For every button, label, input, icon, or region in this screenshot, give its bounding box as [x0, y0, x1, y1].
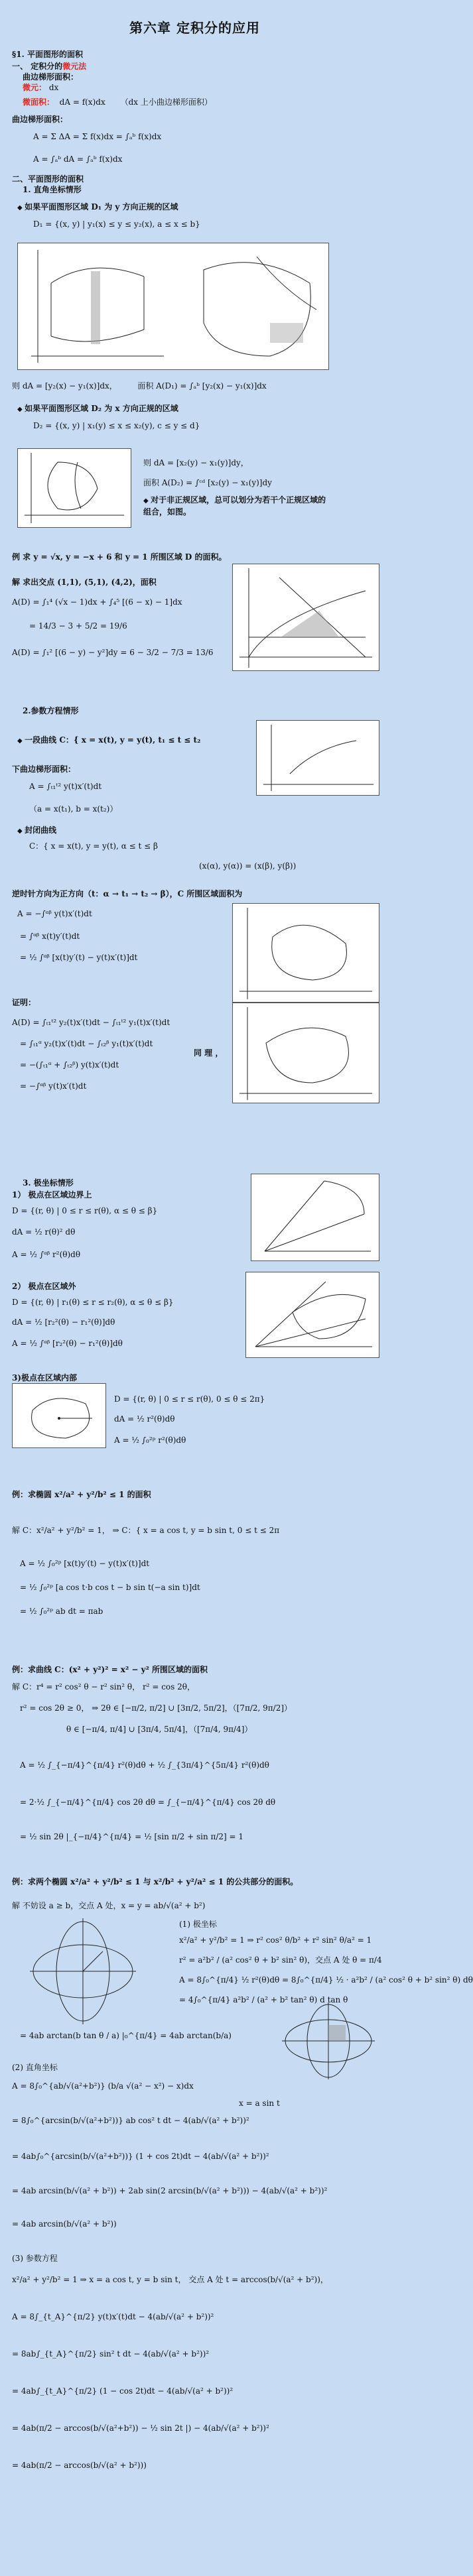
formula: = 4ab arcsin(b/√(a² + b²)) + 2ab sin(2 arcsin(b/√(a² + b²))) − 4(ab/√(a² + b²))² — [12, 2186, 328, 2195]
formula: = 4ab(π/2 − arccos(b/√(a²+b²)) − ½ sin 2t |) − 4(ab/√(a² + b²))² — [12, 2423, 269, 2433]
subsection-heading: 3. 极坐标情形 — [23, 1178, 74, 1188]
formula: = 4ab∫₀^{arcsin(b/√(a²+b²))} (1 + cos 2t)dt − 4(ab/√(a² + b²))² — [12, 2152, 269, 2161]
curve-diagram — [257, 721, 379, 795]
text-line: 同 理 ， — [194, 1048, 224, 1058]
formula: A = −∫ᵅᵝ y(t)x′(t)dt — [17, 909, 92, 918]
formula: dA = ½ [r₂²(θ) − r₁²(θ)]dθ — [12, 1318, 115, 1327]
bullet-item: ◆ 如果平面图形区域 D₁ 为 y 方向正规的区域 — [17, 202, 178, 214]
figure-y-regular-region — [17, 243, 329, 370]
figure-proof-region — [232, 1003, 379, 1103]
text-line: 组合，如图。 — [143, 507, 192, 517]
subsection-heading: 1. 直角坐标情形 — [23, 185, 82, 194]
polar-diagram — [251, 1174, 379, 1260]
formula: = ∫ₜ₁ᵅ y₂(t)x′(t)dt − ∫ₜ₂ᵝ y₁(t)x′(t)dt — [20, 1039, 153, 1048]
formula: D₁ = {(x, y) | y₁(x) ≤ y ≤ y₂(x), a ≤ x ≤ b} — [33, 219, 200, 229]
formula: A = ∫ₜ₁ᵗ² y(t)x′(t)dt — [29, 782, 102, 791]
formula: x²/a² + y²/b² = 1 ⇒ r² cos² θ/b² + r² sin² θ/a² = 1 — [179, 1935, 372, 1945]
region-diagram — [18, 449, 131, 527]
text-line: 一、 定积分的微元法 — [12, 62, 87, 71]
section-heading: 二、平面图形的面积 — [12, 174, 84, 184]
text-line: 微元： dx — [23, 83, 59, 92]
bullet-item: ◆ 如果平面图形区域 D₂ 为 x 方向正规的区域 — [17, 403, 178, 415]
figure-closed-curve — [232, 903, 379, 1003]
formula: dA = ½ r²(θ)dθ — [114, 1414, 175, 1424]
polar-diagram — [13, 1384, 105, 1447]
text-line: 1） 极点在区域边界上 — [12, 1190, 92, 1199]
formula: = ½ ∫₀²ᵖ [a cos t·b cos t − b sin t(−a sin t)]dt — [20, 1583, 200, 1592]
figure-polar-boundary — [251, 1174, 379, 1261]
figure-polar-outside — [245, 1272, 379, 1358]
formula: (x(α), y(α)) = (x(β), y(β)) — [199, 861, 297, 871]
formula: D₂ = {(x, y) | x₁(y) ≤ x ≤ x₂(y), c ≤ y ≤ d} — [33, 421, 200, 430]
formula: A = ∫ₐᵇ dA = ∫ₐᵇ f(x)dx — [33, 154, 123, 164]
formula: = −∫ᵅᵝ y(t)x′(t)dt — [20, 1081, 87, 1091]
example-heading: 例：求曲线 C：(x² + y²)² = x² − y² 所围区域的面积 — [12, 1665, 208, 1674]
formula: = ½ sin 2θ |_{−π/4}^{π/4} = ½ [sin π/2 + sin π/2] = 1 — [20, 1832, 244, 1841]
section-heading: §1. 平面图形的面积 — [12, 50, 83, 59]
formula: x²/a² + y²/b² = 1 ⇒ x = a cos t, y = b sin t， 交点 A 处 t = arccos(b/√(a² + b²))， — [12, 2275, 328, 2284]
formula: A = ½ ∫_{−π/4}^{π/4} r²(θ)dθ + ½ ∫_{3π/4}^{5π/4} r²(θ)dθ — [20, 1760, 269, 1770]
formula: D = {(r, θ) | r₁(θ) ≤ r ≤ r₂(θ), α ≤ θ ≤ β} — [12, 1298, 174, 1307]
formula: 解 C：r⁴ = r² cos² θ − r² sin² θ， r² = cos 2θ， — [12, 1682, 195, 1691]
page-title: 第六章 定积分的应用 — [129, 20, 260, 36]
formula: A = 8∫₀^{π/4} ½ r²(θ)dθ = 8∫₀^{π/4} ½ · a²b² / (a² cos² θ + b² sin² θ) dθ — [179, 1975, 473, 1985]
figure-example-region — [232, 564, 379, 671]
bullet-item: ◆ 对于非正规区域，总可以划分为若干个正规区域的 — [143, 495, 326, 507]
formula: C：{ x = x(t), y = y(t), α ≤ t ≤ β — [29, 841, 158, 851]
formula: 解 不妨设 a ≥ b，交点 A 处，x = y = ab/√(a² + b²) — [12, 1901, 206, 1910]
formula: r² = a²b² / (a² cos² θ + b² sin² θ)，交点 A 处 θ = π/4 — [179, 1955, 382, 1965]
method-heading: (1) 极坐标 — [179, 1920, 217, 1929]
text-line: 证明： — [12, 998, 36, 1007]
formula: = 4ab arctan(b tan θ / a) |₀^{π/4} = 4ab arctan(b/a) — [20, 2031, 232, 2040]
figure-x-regular-region — [17, 448, 131, 528]
formula: r² = cos 2θ ≥ 0， ⇒ 2θ ∈ [−π/2, π/2] ∪ [3π/2, 5π/2]，（[7π/2, 9π/2]） — [20, 1703, 293, 1713]
formula: = 2·½ ∫_{−π/4}^{π/4} cos 2θ dθ = ∫_{−π/4}^{π/4} cos 2θ dθ — [20, 1798, 276, 1807]
example-heading: 例：求两个椭圆 x²/a² + y²/b² ≤ 1 与 x²/b² + y²/a² ≤ 1 的公共部分的面积。 — [12, 1877, 299, 1886]
text-line: 曲边梯形面积： — [12, 115, 68, 124]
formula: 则 dA = [y₂(x) − y₁(x)]dx， 面积 A(D₁) = ∫ₐᵇ [y₂(x) − y₁(x)]dx — [12, 381, 267, 391]
text-line: 微面积： dA = f(x)dx （dx 上小曲边梯形面积） — [23, 97, 212, 107]
figure-two-ellipses-quadrant — [279, 2001, 378, 2081]
formula: A = ½ ∫₀²ᵖ r²(θ)dθ — [114, 1436, 186, 1445]
subsection-heading: 2.参数方程情形 — [23, 706, 79, 715]
method-heading: (3) 参数方程 — [12, 2254, 58, 2263]
formula: dA = ½ r(θ)² dθ — [12, 1227, 76, 1237]
formula: = 8∫₀^{arcsin(b/√(a²+b²))} ab cos² t dt − 4(ab/√(a² + b²))² — [12, 2116, 249, 2125]
formula: = ½ ∫ᵅᵝ [x(t)y′(t) − y(t)x′(t)]dt — [20, 953, 138, 962]
example-heading: 例 求 y = √x, y = −x + 6 和 y = 1 所围区域 D 的面积。 — [12, 552, 227, 562]
figure-parametric-curve — [256, 720, 379, 796]
formula: A = 8∫₀^{ab/√(a²+b²)} (b/a √(a² − x²) − x)dx — [12, 2081, 194, 2091]
formula: = 4∫₀^{π/4} a²b² / (a² + b² tan² θ) d tan θ — [179, 1995, 348, 2004]
formula: A = ½ ∫₀²ᵖ [x(t)y′(t) − y(t)x′(t)]dt — [20, 1559, 150, 1568]
formula: D = {(r, θ) | 0 ≤ r ≤ r(θ), 0 ≤ θ ≤ 2π} — [114, 1394, 265, 1404]
formula: = 14/3 − 3 + 5/2 = 19/6 — [29, 621, 127, 631]
formula: 面积 A(D₂) = ∫ᶜᵈ [x₂(y) − x₁(y)]dy — [143, 478, 272, 487]
text-line: 逆时针方向为正方向（t：α → t₁ → t₂ → β），C 所围区域面积为 — [12, 889, 243, 898]
curve-diagram — [233, 904, 379, 1002]
formula: A = ½ ∫ᵅᵝ [r₂²(θ) − r₁²(θ)]dθ — [12, 1339, 123, 1348]
formula: A(D) = ∫₁² [(6 − y) − y²]dy = 6 − 3/2 − 7/3 = 13/6 — [12, 648, 214, 657]
figure-two-ellipses — [27, 1915, 139, 2028]
formula: A(D) = ∫₁⁴ (√x − 1)dx + ∫₄⁵ [(6 − x) − 1]dx — [12, 597, 182, 607]
polar-diagram — [246, 1272, 379, 1357]
formula: A = ½ ∫ᵅᵝ r²(θ)dθ — [12, 1250, 81, 1259]
text-line: 下曲边梯形面积： — [12, 765, 76, 774]
region-diagram — [233, 1003, 379, 1103]
formula: = 4ab∫_{t_A}^{π/2} (1 − cos 2t)dt − 4(ab/√(a² + b²))² — [12, 2386, 234, 2396]
region-diagram — [233, 564, 379, 670]
text-line: 曲边梯形面积： — [23, 72, 79, 82]
formula: x = a sin t — [239, 2099, 280, 2108]
formula: = ½ ∫₀²ᵖ ab dt = πab — [20, 1607, 103, 1616]
text-line: 解 求出交点 (1,1), (5,1), (4,2)，面积 — [12, 578, 157, 587]
formula: = 4ab(π/2 − arccos(b/√(a² + b²))) — [12, 2461, 147, 2470]
formula: = ∫ᵅᵝ x(t)y′(t)dt — [20, 932, 80, 941]
formula: θ ∈ [−π/4, π/4] ∪ [3π/4, 5π/4]，（[7π/4, 9π/4]） — [66, 1725, 253, 1734]
highlight-text: 微元法 — [62, 62, 87, 71]
formula: = 4ab arcsin(b/√(a² + b²)) — [12, 2219, 117, 2229]
formula: A(D) = ∫ₜ₁ᵗ² y₂(t)x′(t)dt − ∫ₜ₁ᵗ² y₁(t)x′(t)dt — [12, 1018, 170, 1027]
formula: A = 8∫_{t_A}^{π/2} y(t)x′(t)dt − 4(ab/√(a² + b²))² — [12, 2312, 214, 2321]
formula: A = Σ ΔA = Σ f(x)dx = ∫ₐᵇ f(x)dx — [33, 132, 162, 141]
formula: （a = x(t₁), b = x(t₂)） — [29, 804, 118, 814]
method-heading: (2) 直角坐标 — [12, 2063, 58, 2072]
formula: 解 C：x²/a² + y²/b² = 1， ⇒ C：{ x = a cos t, y = b sin t, 0 ≤ t ≤ 2π — [12, 1526, 280, 1535]
figure-polar-inside — [12, 1383, 106, 1448]
text-line: 2） 极点在区域外 — [12, 1282, 76, 1291]
example-heading: 例：求椭圆 x²/a² + y²/b² ≤ 1 的面积 — [12, 1490, 151, 1499]
formula: 则 dA = [x₂(y) − x₁(y)]dy， — [143, 458, 249, 467]
formula: = 8ab∫_{t_A}^{π/2} sin² t dt − 4(ab/√(a² + b²))² — [12, 2349, 210, 2359]
formula: D = {(r, θ) | 0 ≤ r ≤ r(θ), α ≤ θ ≤ β} — [12, 1206, 158, 1215]
ellipse-diagram — [279, 2001, 378, 2081]
text-line: 3)极点在区域内部 — [12, 1373, 78, 1382]
bullet-item: ◆ 封闭曲线 — [17, 825, 56, 837]
region-diagram — [18, 243, 328, 369]
formula: = −(∫ₜ₁ᵅ + ∫ₜ₂ᵝ) y(t)x′(t)dt — [20, 1060, 119, 1070]
bullet-item: ◆ 一段曲线 C：{ x = x(t), y = y(t), t₁ ≤ t ≤ t₂ — [17, 735, 200, 747]
ellipse-diagram — [27, 1915, 139, 2028]
